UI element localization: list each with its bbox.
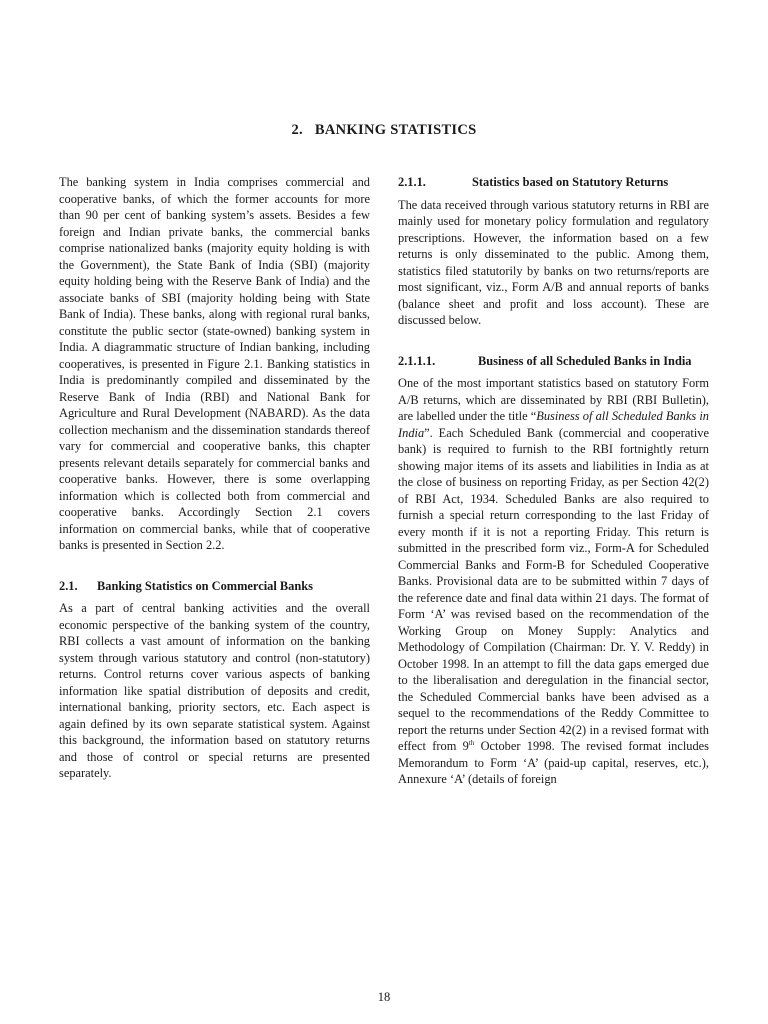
intro-paragraph: The banking system in India comprises commercial and cooperative banks, of which the former accounts for more than 90 per cent of banking system’s assets. Besides a few foreign and Indian private banks, the commercial banks comprise nationalized banks (majority equity holding is with the Government), the State Bank of India (SBI) (majority equity holding being with the Reserve Bank of India) and the associate banks of SBI (majority holding being with State Bank of India). These banks, along with regional rural banks, constitute the public sector (state-owned) banking system in India. A diagrammatic structure of Indian banking, including cooperatives, is presented in Figure 2.1. Banking statistics in India is predominantly compiled and disseminated by the Reserve Bank of India (RBI) and National Bank for Agriculture and Rural Development (NABARD). As the data collection mechanism and the dissemination standards thereof vary for commercial and cooperative banks, this chapter presents relevant details separately for commercial banks and cooperative banks. However, there is some overlapping information which is collected both from commercial and cooperative banks. Accordingly Section 2.1 covers information on commercial banks, while that of cooperative banks is presented in Section 2.2. [59,175,370,552]
ordinal-superscript: th [468,738,475,747]
section-number: 2.1. [59,578,78,593]
section-2-1-paragraph: As a part of central banking activities and the overall economic perspective of the banking system of the country, RBI collects a vast amount of information on the banking system through various statutory and control (non-statutory) returns. Control returns cover various aspects of banking information like spatial distribution of deposits and credit, international banking, priority sectors, etc. Each aspect is again defined by its own separate statistical system. Against this background, the information based on statutory returns and those of control or special returns are presented separately. [59,601,370,780]
section-number: 2.1.1.1. [398,353,436,368]
chapter-heading: BANKING STATISTICS [314,122,477,138]
paragraph-text-end: October 1998. The revised format includes Memorandum to Form ‘A’ (paid-up capital, reserves, etc.), Annexure ‘A’ (details of foreign [398,739,709,786]
section-2-1-1-1-heading [398,353,709,370]
section-2-1-1-1-paragraph [398,375,709,788]
right-column [398,174,709,788]
section-2-1-1-paragraph: The data received through various statutory returns in RBI are mainly used for monetary policy formulation and regulatory prescriptions. However, the information based on a few returns is only disseminated to the public. Among them, statistics filed statutorily by banks on two returns/reports are most significant, viz., Form A/B and annual reports of banks (balance sheet and profit and loss account). These are discussed below. [398,197,709,327]
section-title: Banking Statistics on Commercial Banks [97,578,313,593]
chapter-number: 2. [291,122,303,138]
section-2-1-heading [59,578,370,595]
section-2-1-1-heading [398,174,709,191]
publication-title: Business of all Scheduled Banks in India [398,409,709,440]
section-number: 2.1.1. [398,175,426,189]
page-number: 18 [377,990,391,1004]
paragraph-text-middle: ”. Each Scheduled Bank (commercial and cooperative bank) is required to furnish to the RBI fortnightly return showing major items of its assets and liabilities in India as at the close of business on reporting Friday, as per Section 42(2) of RBI Act, 1934. Scheduled Banks are also required to furnish a special return corresponding to the last Friday of every month if it is not a reporting Friday. This return is submitted in the prescribed form viz., Form-A for Scheduled Commercial Banks and Form-B for Scheduled Cooperative Banks. Provisional data are to be submitted within 7 days of the reference date and final data within 21 days. The format of Form ‘A’ was revised based on the recommendation of the Working Group on Money Supply: Analytics and Methodology of Compilation (Chairman: Dr. Y. V. Reddy) in October 1998. In an attempt to fill the data gaps emerged due to the liberalisation and deregulation in the financial sector, the Scheduled Commercial banks have been advised as a sequel to the recommendations of the Reddy Committee to report the returns under Section 42(2) in a revised format with effect from 9 [398,425,709,753]
section-title: Business of all Scheduled Banks in India [478,353,692,368]
paragraph-text-start: One of the most important statistics based on statutory Form A/B returns, which are disseminated by RBI (RBI Bulletin), are labelled under the title “ [398,376,709,423]
chapter-title [0,122,768,139]
left-column [59,174,370,782]
section-title: Statistics based on Statutory Returns [472,175,669,189]
